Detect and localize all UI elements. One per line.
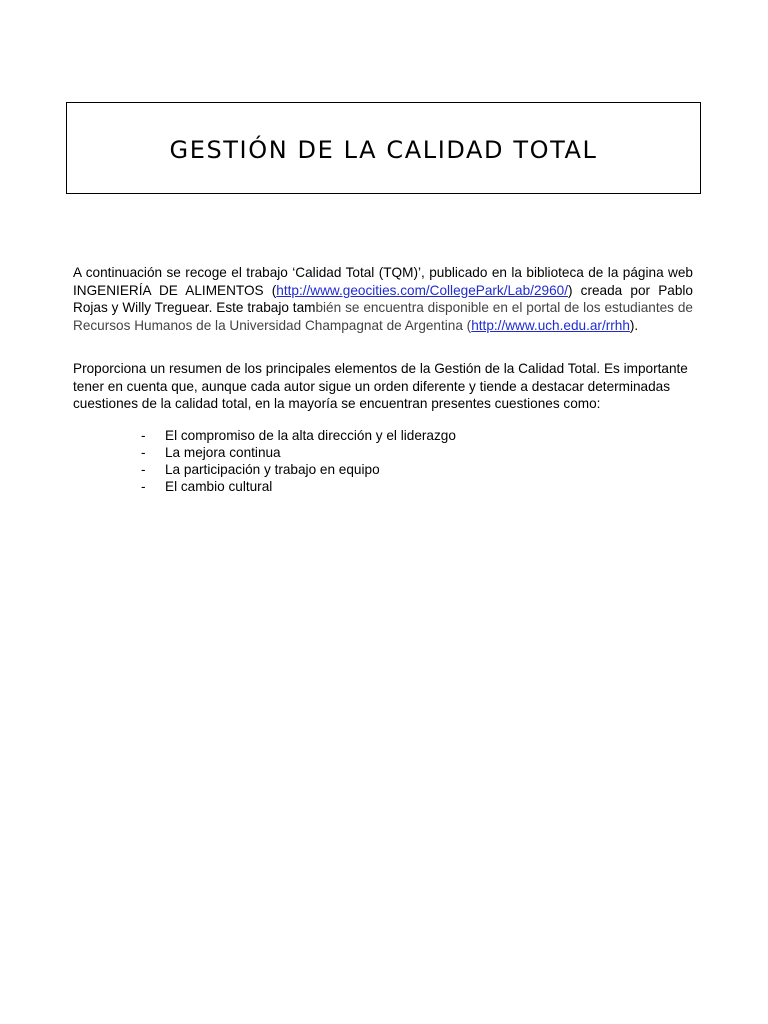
geocities-link[interactable]: http://www.geocities.com/CollegePark/Lab/2960/ — [276, 282, 568, 298]
list-item-text: El cambio cultural — [165, 479, 273, 494]
bullet-dash: - — [141, 445, 146, 460]
uch-link[interactable]: http://www.uch.edu.ar/rrhh — [471, 317, 630, 333]
bullet-dash: - — [141, 462, 146, 477]
summary-paragraph: Proporciona un resumen de los principales elementos de la Gestión de la Calidad Total. Es importante tener en cuenta que, aunque cada autor sigue un orden diferente y tiende a destacar determinadas cuestiones de la calidad total, en la mayoría se encuentran presentes cuestiones como: — [73, 361, 688, 411]
title-box — [66, 102, 701, 194]
list-item-text: La participación y trabajo en equipo — [165, 462, 380, 477]
intro-text-2: ) creada por Pablo Rojas y Willy Treguear. Este trabajo tam — [73, 282, 693, 315]
list-item-text: La mejora continua — [165, 445, 281, 460]
page-title: GESTIÓN DE LA CALIDAD TOTAL — [169, 136, 598, 164]
intro-text-3: bién se encuentra disponible en el portal de los estudiantes de Recursos Humanos de la Universidad Champagnat de Argentina ( — [73, 300, 693, 333]
list-item — [141, 461, 456, 478]
bullet-list — [141, 427, 456, 495]
list-item — [141, 427, 456, 444]
bullet-dash: - — [141, 479, 146, 494]
intro-paragraph — [73, 264, 693, 334]
bullet-dash: - — [141, 428, 146, 443]
intro-text-1: A continuación se recoge el trabajo ‘Calidad Total (TQM)’, publicado en la biblioteca de la página web INGENIERÍA DE ALIMENTOS ( — [73, 265, 693, 298]
list-item — [141, 478, 456, 495]
list-item-text: El compromiso de la alta dirección y el liderazgo — [165, 428, 456, 443]
list-item — [141, 444, 456, 461]
intro-text-4: ). — [629, 317, 639, 333]
